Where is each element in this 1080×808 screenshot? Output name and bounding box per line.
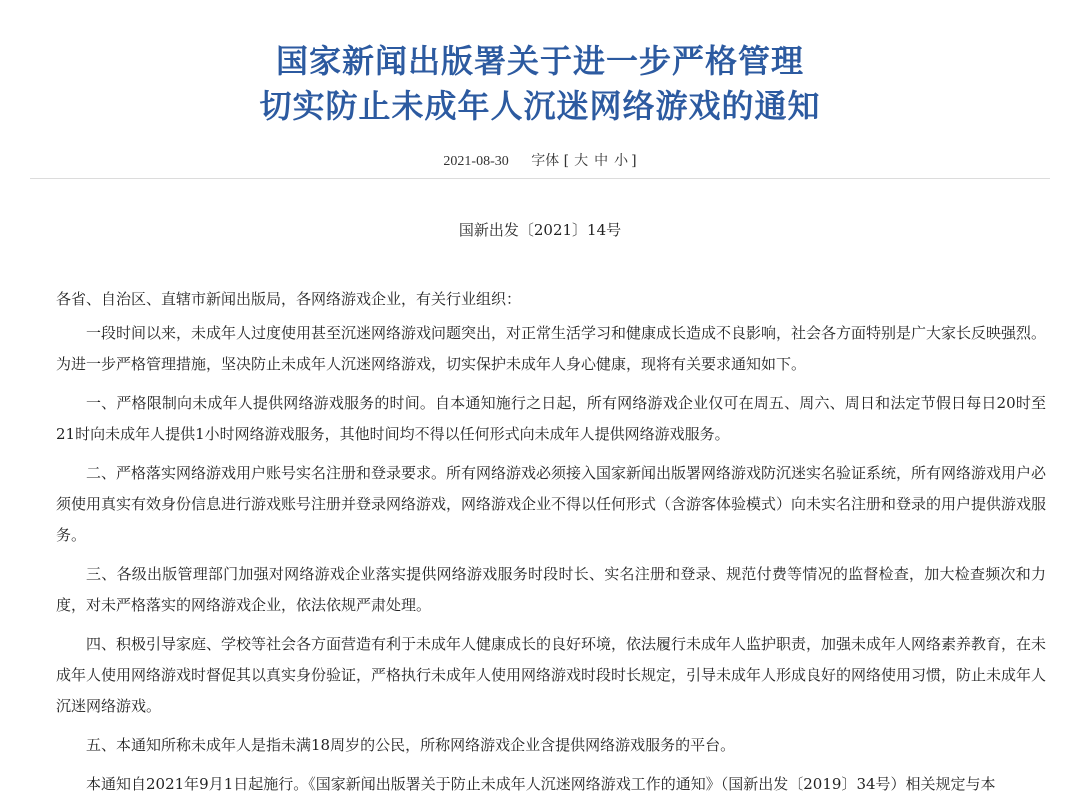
font-size-label: 字体 [ xyxy=(531,153,570,169)
document-number: 国新出发〔2021〕14号 xyxy=(458,221,622,239)
font-size-large-button[interactable]: 大 xyxy=(574,153,589,169)
paragraph-item-2: 二、严格落实网络游戏用户账号实名注册和登录要求。所有网络游戏必须接入国家新闻出版署网络游戏防沉迷实名验证系统，所有网络游戏用户必须使用真实有效身份信息进行游戏账号注册并登录网络游戏，网络游戏企业不得以任何形式（含游客体验模式）向未实名注册和登录的用户提供游戏服务。 xyxy=(56,464,1047,544)
header-divider xyxy=(30,178,1050,179)
article-meta xyxy=(0,150,1080,170)
article-title-line-2: 切实防止未成年人沉迷网络游戏的通知 xyxy=(259,87,821,125)
paragraph-item-1: 一、严格限制向未成年人提供网络游戏服务的时间。自本通知施行之日起，所有网络游戏企业仅可在周五、周六、周日和法定节假日每日20时至21时向未成年人提供1小时网络游戏服务，其他时间均不得以任何形式向未成年人提供网络游戏服务。 xyxy=(56,394,1046,443)
salutation: 各省、自治区、直辖市新闻出版局，各网络游戏企业，有关行业组织： xyxy=(56,290,522,308)
paragraph-effective-date: 本通知自2021年9月1日起施行。《国家新闻出版署关于防止未成年人沉迷网络游戏工作的通知》（国新出发〔2019〕34号）相关规定与本 xyxy=(86,775,996,793)
paragraph-item-3: 三、各级出版管理部门加强对网络游戏企业落实提供网络游戏服务时段时长、实名注册和登录、规范付费等情况的监督检查，加大检查频次和力度，对未严格落实的网络游戏企业，依法依规严肃处理。 xyxy=(56,565,1046,614)
publish-date: 2021-08-30 xyxy=(443,154,509,169)
font-size-bracket-close: ] xyxy=(631,153,637,169)
paragraph-item-4: 四、积极引导家庭、学校等社会各方面营造有利于未成年人健康成长的良好环境，依法履行未成年人监护职责，加强未成年人网络素养教育，在未成年人使用网络游戏时督促其以真实身份验证，严格执行未成年人使用网络游戏时段时长规定，引导未成年人形成良好的网络使用习惯，防止未成年人沉迷网络游戏。 xyxy=(56,635,1047,715)
paragraph-item-5: 五、本通知所称未成年人是指未满18周岁的公民，所称网络游戏企业含提供网络游戏服务的平台。 xyxy=(86,736,736,754)
font-size-medium-button[interactable]: 中 xyxy=(594,153,609,169)
article-title-line-1: 国家新闻出版署关于进一步严格管理 xyxy=(275,42,804,80)
article-body xyxy=(56,284,1046,808)
paragraph-intro: 一段时间以来，未成年人过度使用甚至沉迷网络游戏问题突出，对正常生活学习和健康成长造成不良影响，社会各方面特别是广大家长反映强烈。为进一步严格管理措施，坚决防止未成年人沉迷网络游戏，切实保护未成年人身心健康，现将有关要求通知如下。 xyxy=(56,324,1047,373)
font-size-small-button[interactable]: 小 xyxy=(614,153,629,169)
